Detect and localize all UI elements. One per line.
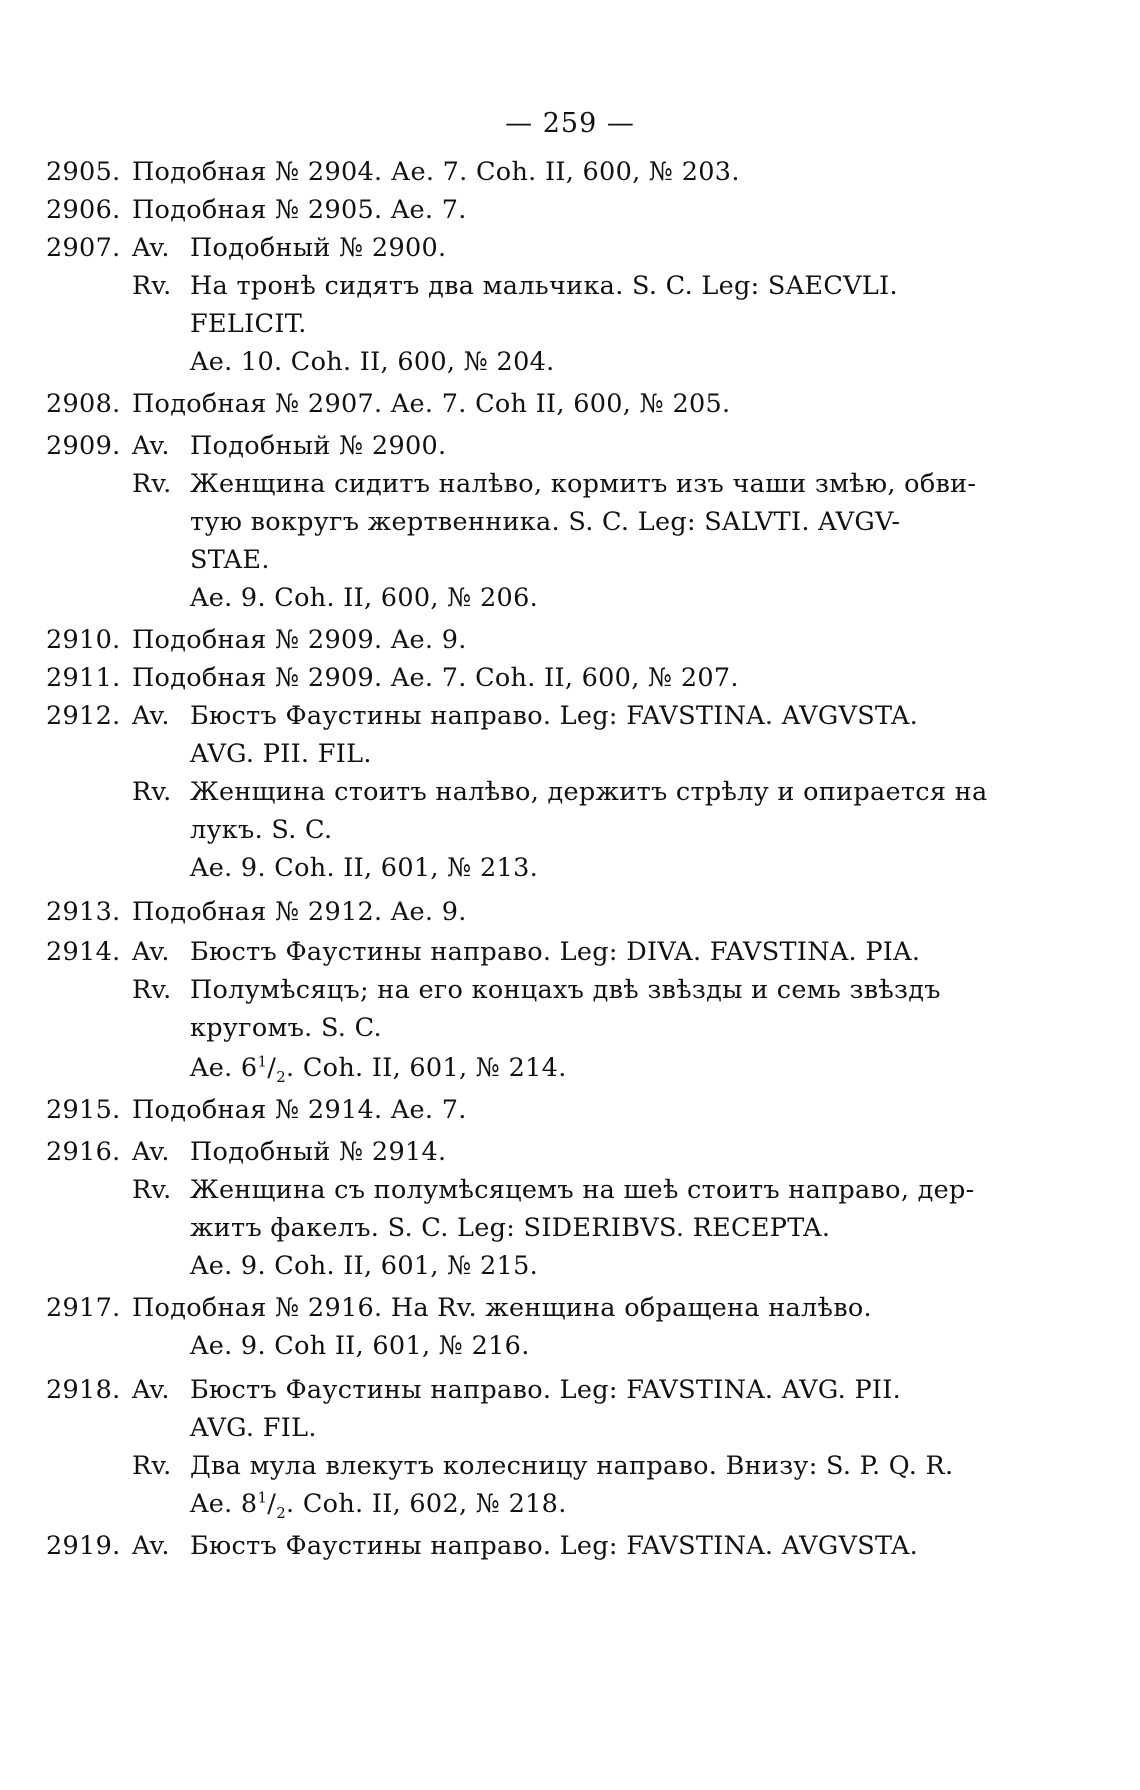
entry-text: Подобная № 2914. Ae. 7. [132, 1095, 467, 1125]
entry-number: 2905. [46, 157, 121, 187]
reference-line: Ae. 9. Coh. II, 601, № 215. [190, 1251, 539, 1281]
obverse-description-line: Бюстъ Фаустины направо. Leg: FAVSTINA. AVG. PII. [190, 1375, 902, 1405]
reverse-label: Rv. [132, 1451, 172, 1481]
reverse-description-line: На тронѣ сидятъ два мальчика. S. C. Leg: SAECVLI. [190, 271, 898, 301]
obverse-description: Подобный № 2900. [190, 233, 447, 263]
reverse-description-line: кругомъ. S. C. [190, 1013, 382, 1043]
reverse-label: Rv. [132, 271, 172, 301]
reverse-description: Два мула влекутъ колесницу направо. Внизу: S. P. Q. R. [190, 1451, 954, 1481]
fraction-numerator: 1 [257, 1488, 268, 1507]
reverse-description-line: Женщина стоитъ налѣво, держитъ стрѣлу и опирается на [190, 777, 988, 807]
entry-number: 2918. [46, 1375, 121, 1405]
reference-line: Ae. 9. Coh. II, 600, № 206. [190, 583, 539, 613]
entry-text: Подобная № 2909. Ae. 7. Coh. II, 600, № 207. [132, 663, 739, 693]
catalog-entry-2906 [46, 192, 467, 228]
fraction-denominator: 2 [276, 1068, 287, 1087]
entry-number: 2906. [46, 195, 121, 225]
reference-line: Ae. $6^1/_2$. Coh. II, 601, № 214. [190, 1052, 567, 1087]
obverse-label: Av. [132, 701, 170, 731]
entry-text: Подобная № 2904. Ае. 7. Coh. II, 600, № 203. [132, 157, 740, 187]
catalog-entry-2908 [46, 386, 730, 422]
reverse-label: Rv. [132, 1175, 172, 1205]
entry-number: 2917. [46, 1293, 121, 1323]
catalog-entry-2905 [46, 154, 740, 190]
catalog-entry-2910 [46, 622, 467, 658]
fraction-denominator: 2 [276, 1504, 287, 1523]
entry-text: Подобная № 2912. Ae. 9. [132, 897, 467, 927]
entry-text: Подобная № 2907. Ae. 7. Coh II, 600, № 205. [132, 389, 731, 419]
catalog-entry-2919 [46, 1528, 918, 1564]
entry-number: 2914. [46, 937, 121, 967]
reverse-description-line: Женщина сидитъ налѣво, кормитъ изъ чаши змѣю, обви- [190, 469, 977, 499]
reverse-description-line: тую вокругъ жертвенника. S. C. Leg: SALVTI. AVGV- [190, 507, 901, 537]
catalog-entry-2913 [46, 894, 467, 930]
obverse-label: Av. [132, 1531, 170, 1561]
entry-number: 2910. [46, 625, 121, 655]
entry-text: Подобная № 2905. Ae. 7. [132, 195, 467, 225]
entry-number: 2911. [46, 663, 121, 693]
reverse-description-line: STAE. [190, 545, 270, 575]
page-number: — 259 — [505, 108, 635, 139]
reference-line: Ae. $8^1/_2$. Coh. II, 602, № 218. [190, 1488, 567, 1523]
reference-line: Ae. 9. Coh. II, 601, № 213. [190, 853, 539, 883]
entry-number: 2915. [46, 1095, 121, 1125]
catalog-entry-2915 [46, 1092, 467, 1128]
entry-number: 2919. [46, 1531, 121, 1561]
reverse-description-line: Полумѣсяцъ; на его концахъ двѣ звѣзды и семь звѣздъ [190, 975, 941, 1005]
entry-number: 2909. [46, 431, 121, 461]
obverse-description-line: Бюстъ Фаустины направо. Leg: FAVSTINA. AVGVSTA. [190, 701, 919, 731]
obverse-label: Av. [132, 937, 170, 967]
fraction-numerator: 1 [257, 1052, 268, 1071]
reverse-description-line: Женщина съ полумѣсяцемъ на шеѣ стоитъ направо, дер- [190, 1175, 975, 1205]
reverse-label: Rv. [132, 975, 172, 1005]
catalog-entry-2911 [46, 660, 739, 696]
reverse-description-line: FELICIT. [190, 309, 307, 339]
obverse-description: Бюстъ Фаустины направо. Leg: DIVA. FAVSTINA. PIA. [190, 937, 921, 967]
obverse-label: Av. [132, 1137, 170, 1167]
obverse-label: Av. [132, 1375, 170, 1405]
obverse-label: Av. [132, 233, 170, 263]
obverse-description: Подобный № 2900. [190, 431, 447, 461]
entry-text: Подобная № 2916. На Rv. женщина обращена налѣво. [132, 1293, 872, 1323]
obverse-description-line: AVG. PII. FIL. [190, 739, 372, 769]
entry-text: Подобная № 2909. Ae. 9. [132, 625, 467, 655]
reverse-description-line: житъ факелъ. S. C. Leg: SIDERIBVS. RECEPTA. [190, 1213, 831, 1243]
reference-line: Ae. 9. Coh II, 601, № 216. [190, 1331, 530, 1361]
obverse-description: Бюстъ Фаустины направо. Leg: FAVSTINA. AVGVSTA. [190, 1531, 919, 1561]
obverse-label: Av. [132, 431, 170, 461]
entry-number: 2916. [46, 1137, 121, 1167]
reference-line: Ae. 10. Coh. II, 600, № 204. [190, 347, 555, 377]
reverse-description-line: лукъ. S. C. [190, 815, 333, 845]
reverse-label: Rv. [132, 469, 172, 499]
entry-number: 2907. [46, 233, 121, 263]
entry-number: 2912. [46, 701, 121, 731]
obverse-description-line: AVG. FIL. [190, 1413, 317, 1443]
entry-number: 2908. [46, 389, 121, 419]
entry-number: 2913. [46, 897, 121, 927]
reverse-label: Rv. [132, 777, 172, 807]
obverse-description: Подобный № 2914. [190, 1137, 447, 1167]
